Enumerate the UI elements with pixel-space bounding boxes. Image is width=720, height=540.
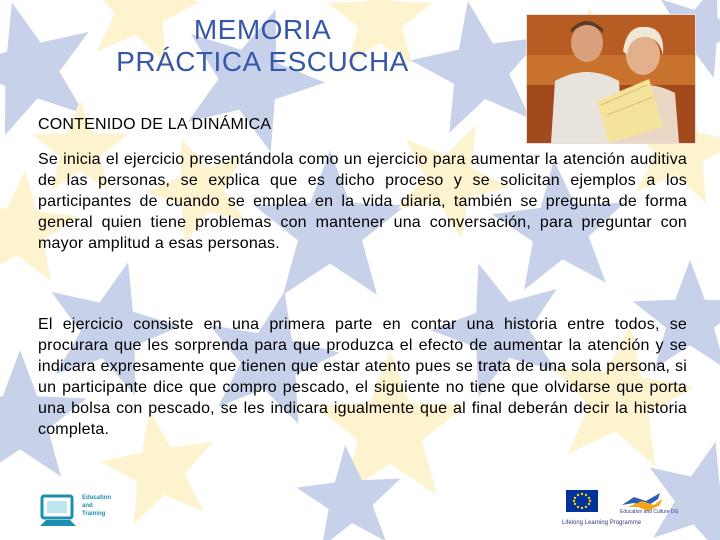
elderly-couple-photo (526, 14, 696, 144)
programme-label: Lifelong Learning Programme (562, 520, 642, 526)
section-heading: CONTENIDO DE LA DINÁMICA (38, 116, 272, 133)
logo-line-3: Training (82, 511, 106, 517)
eu-programme-logo (562, 487, 692, 531)
title-line-1: MEMORIA (193, 14, 332, 45)
paragraph-exercise: El ejercicio consiste en una primera parte en contar una historia entre todos, se procurara que les sorprenda para que produzca el efecto de aumentar la atención y se indicara expresamente que tienen que estar atento pues se trata de una sola persona, si un participante dice que compro pescado, el siguiente no tiene que olvidarse que porta una bolsa con pescado, se les indicara igualmente que al final deberán decir la historia completa. (38, 316, 687, 438)
paragraph-introduction: Se inicia el ejercicio presentándola como un ejercicio para aumentar la atención auditiva de las personas, se explica que es dicho proceso y se solicitan ejemplos a los participantes de cuando se emplea en la vida diaria, también se pregunta de forma general quien tiene problemas con mantener una conversación, para preguntar con mayor amplitud a esas personas. (38, 151, 687, 252)
logo-line-1: Education (82, 495, 112, 501)
computer-icon (36, 492, 80, 532)
title-line-2: PRÁCTICA ESCUCHA (116, 46, 409, 77)
agency-label: Education and Culture DG (620, 509, 679, 515)
logo-line-2: and (82, 503, 93, 509)
education-training-logo (36, 492, 116, 534)
page-title (40, 14, 485, 78)
